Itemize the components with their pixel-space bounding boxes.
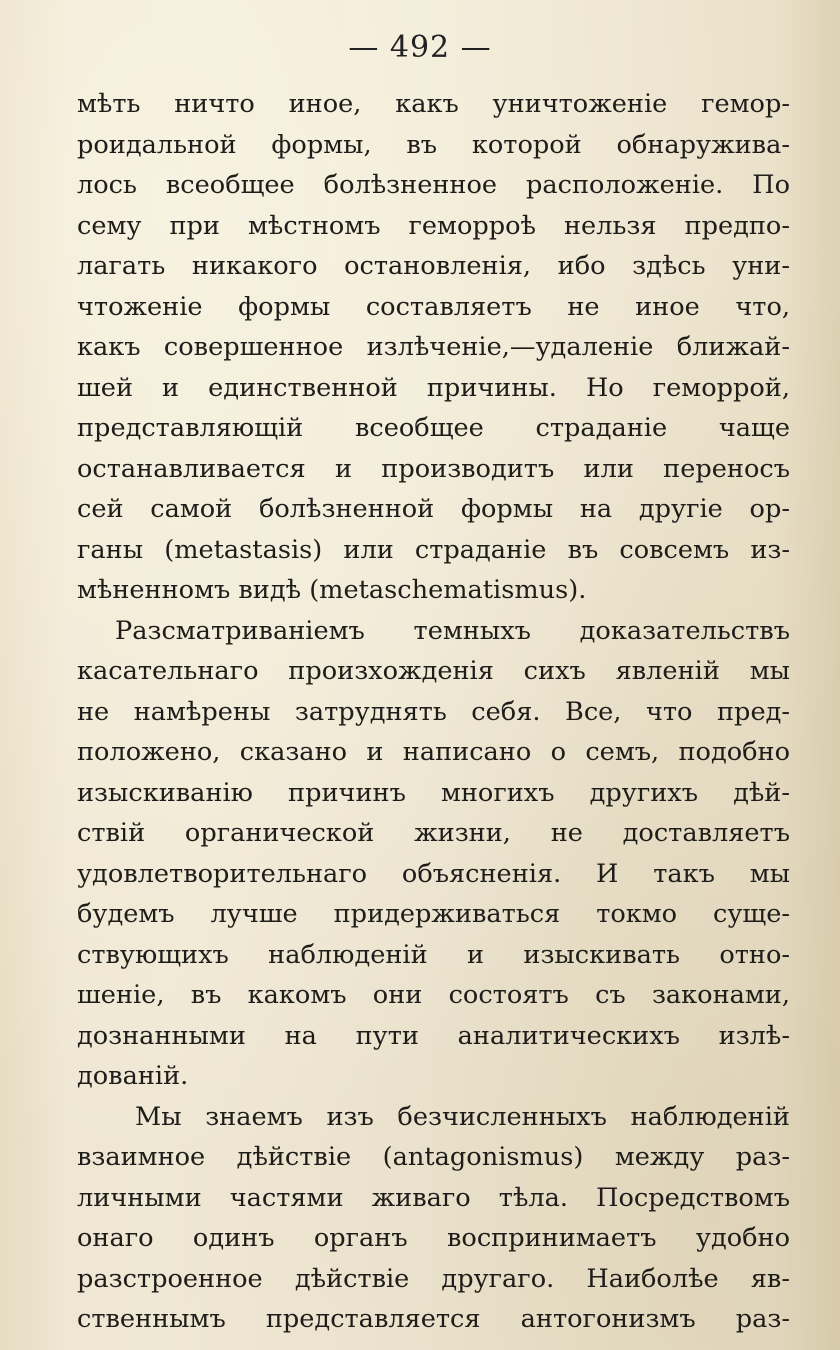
text-line: дованій. xyxy=(77,1061,189,1091)
body-text xyxy=(77,84,790,1340)
text-line: лось всеобщее болѣзненное расположеніе. По xyxy=(77,170,790,200)
text-line: личными частями живаго тѣла. Посредствомъ xyxy=(77,1182,790,1213)
paragraph-1 xyxy=(77,84,790,611)
text-line: разстроенное дѣйствіе другаго. Наиболѣе яв- xyxy=(77,1263,790,1294)
text-line: будемъ лучше придерживаться токмо суще- xyxy=(77,899,790,929)
text-line: чтоженіе формы составляетъ не иное что, xyxy=(77,291,790,322)
text-line: положено, сказано и написано о семъ, подобно xyxy=(77,737,790,767)
page-number: — 492 — xyxy=(348,30,492,65)
text-line: мѣть ничто иное, какъ уничтоженіе гемор- xyxy=(77,89,790,119)
text-line: шей и единственной причины. Но геморрой, xyxy=(77,372,790,403)
paragraph-3 xyxy=(77,1097,790,1340)
text-line: дознанными на пути аналитическихъ излѣ- xyxy=(77,1020,790,1051)
text-line: лагать никакого остановленія, ибо здѣсь уни- xyxy=(77,251,790,281)
text-line: взаимное дѣйствіе (antagonismus) между раз- xyxy=(77,1142,790,1172)
text-line: останавливается и производитъ или переносъ xyxy=(77,453,790,484)
text-line: изыскиванію причинъ многихъ другихъ дѣй- xyxy=(77,777,790,808)
text-line: не намѣрены затруднять себя. Все, что пред- xyxy=(77,696,790,727)
text-line: ственнымъ представляется антогонизмъ раз- xyxy=(77,1304,790,1334)
text-line: ганы (metastasis) или страданіе въ совсемъ из- xyxy=(77,534,790,565)
paragraph-2 xyxy=(77,611,790,1097)
text-line: мѣненномъ видѣ (metaschematismus). xyxy=(77,575,587,605)
text-line: касательнаго произхожденія сихъ явленій мы xyxy=(77,656,790,686)
text-line: сей самой болѣзненной формы на другіе ор- xyxy=(77,494,790,524)
text-line: удовлетворительнаго объясненія. И такъ мы xyxy=(77,858,790,889)
text-line: представляющій всеобщее страданіе чаще xyxy=(77,413,790,443)
text-line: сему при мѣстномъ геморроѣ нельзя предпо- xyxy=(77,210,790,241)
text-line: Мы знаемъ изъ безчисленныхъ наблюденій xyxy=(135,1101,790,1132)
text-line: роидальной формы, въ которой обнаружива- xyxy=(77,129,790,160)
text-line: ствій органической жизни, не доставляетъ xyxy=(77,818,790,848)
text-line: онаго одинъ органъ воспринимаетъ удобно xyxy=(77,1223,790,1253)
text-line: ствующихъ наблюденій и изыскивать отно- xyxy=(77,939,790,970)
text-line: шеніе, въ какомъ они состоятъ съ законами, xyxy=(77,980,790,1010)
text-line: какъ совершенное излѣченіе,—удаленіе ближай- xyxy=(77,332,790,362)
text-line: Разсматриваніемъ темныхъ доказательствъ xyxy=(115,615,790,646)
